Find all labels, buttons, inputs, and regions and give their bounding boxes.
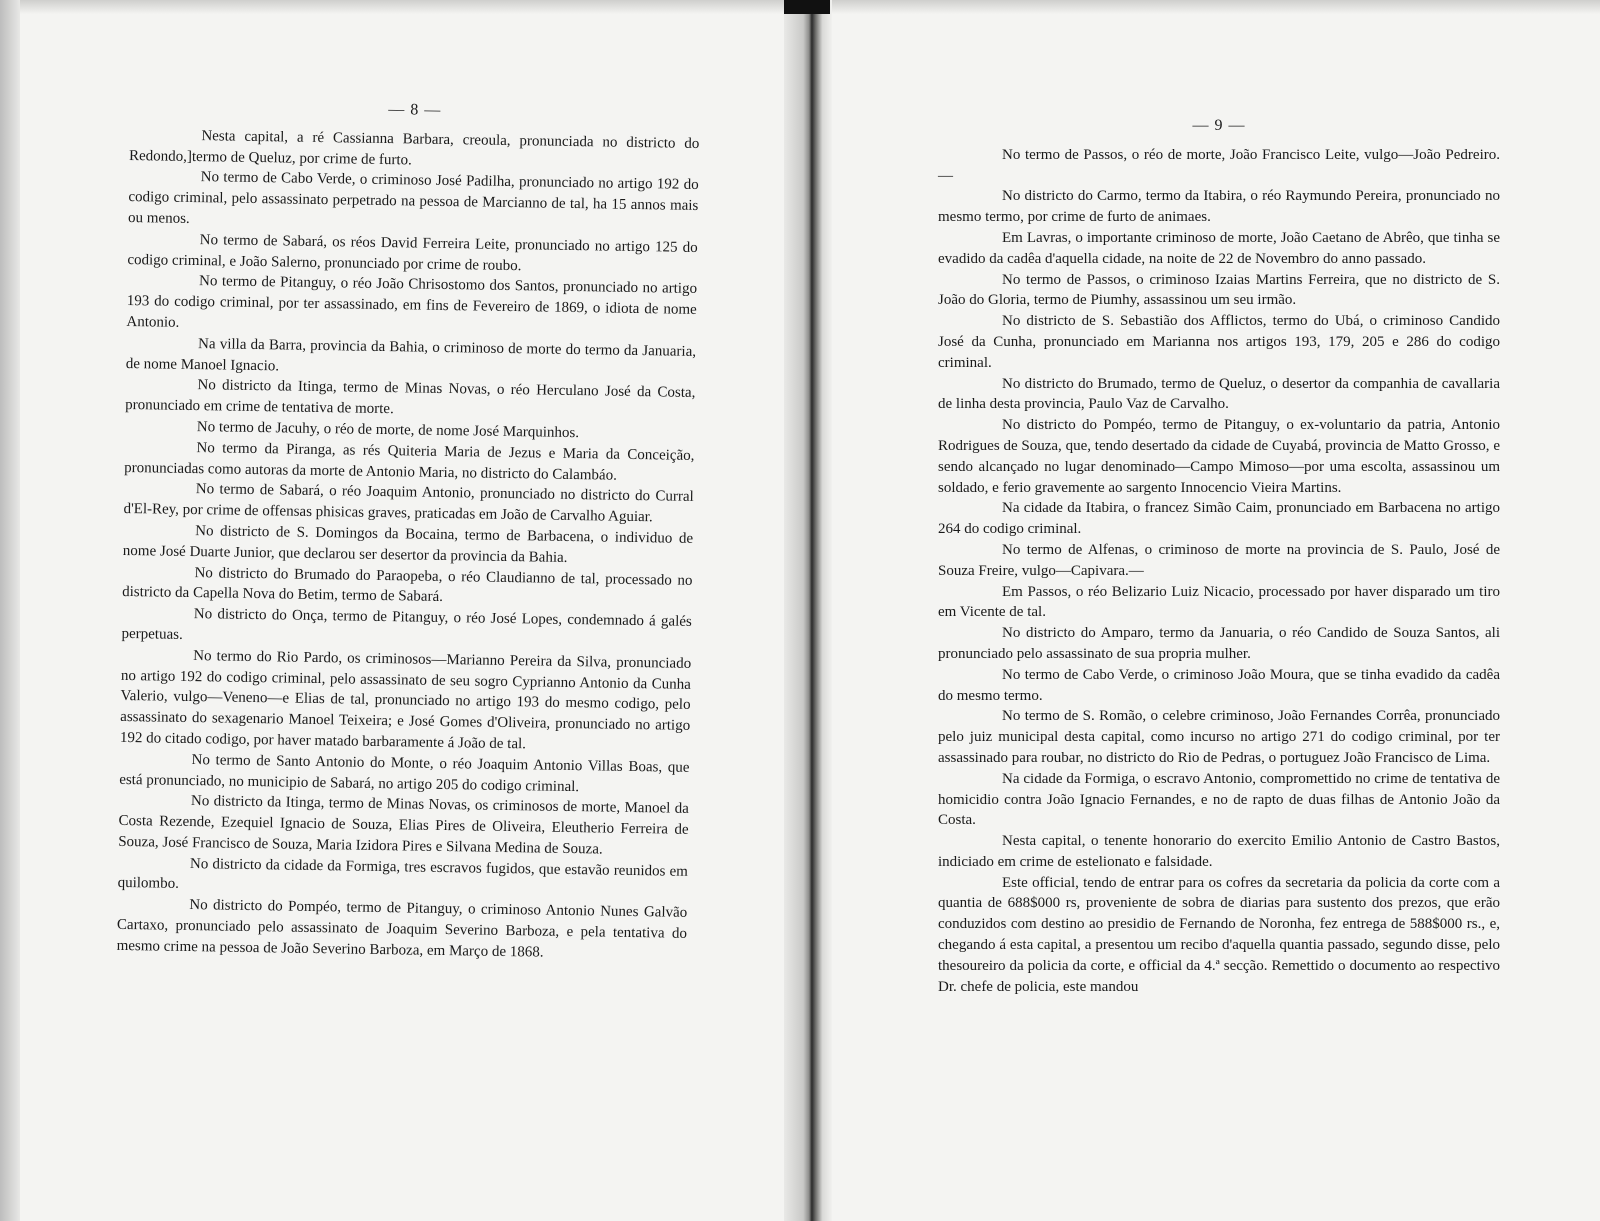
paragraph: No districto da cidade da Formiga, tres escravos fugidos, que estavão reunidos em quilombo. <box>117 855 689 893</box>
paragraph: Em Lavras, o importante criminoso de morte, João Caetano de Abrêo, que tinha se evadido da cadêa d'aquella cidade, na noite de 22 de Novembro do anno passado. <box>938 229 1500 267</box>
paragraph: No districto do Brumado do Paraopeba, o réo Claudianno de tal, processado no districto da Capella Nova do Betim, termo de Sabará. <box>122 564 693 606</box>
paragraph: Este official, tendo de entrar para os cofres da secretaria da policia da corte com a quantia de 688$000 rs, proveniente de sobra de diarias para sustento dos prezos, que erão conduzidos com destino ao presidio de Fernando de Noronha, fez entrega de 588$000 rs., e, chegando á esta capital, a presentou um recibo d'aquella quantia passado, segundo disse, pelo thesoureiro da policia da corte, e official da 4.ª secção. Remettido o documento ao respectivo Dr. chefe de policia, este mandou <box>938 874 1500 995</box>
paragraph: No districto da Itinga, termo de Minas Novas, o réo Herculano José da Costa, pronunciado em crime de tentativa de morte. <box>125 377 696 418</box>
paragraph: No termo do Rio Pardo, os criminosos—Marianno Pereira da Silva, pronunciado no artigo 192 do codigo criminal, pelo assassinato de seu sogro Cyprianno Antonio da Cunha Valerio, vulgo—Veneno—e Elias de tal, pronunciado no artigo 193 do mesmo codigo, pelo assassinato do sexagenario Manoel Teixeira; e José Gomes d'Oliveira, pronunciado no artigo 192 do citado codigo, por haver matado barbaramente á João de tal. <box>119 647 692 753</box>
paragraph: No termo de Pitanguy, o réo João Chrisostomo dos Santos, pronunciado no artigo 193 do codigo criminal, por ter assassinado, em fins de Fevereiro de 1869, o idiota de nome Antonio. <box>126 273 698 331</box>
paragraph: No termo de Sabará, os réos David Ferreira Leite, pronunciado no artigo 125 do codigo criminal, e João Salerno, pronunciado por crime de roubo. <box>127 231 698 274</box>
paragraph: Em Passos, o réo Belizario Luiz Nicacio, processado por haver disparado um tiro em Vicente de tal. <box>938 583 1500 621</box>
paragraph: No termo de Alfenas, o criminoso de morte na provincia de S. Paulo, José de Souza Freire, vulgo—Capivara.— <box>938 541 1500 579</box>
book-binding <box>784 0 830 14</box>
paragraph: No districto do Pompéo, termo de Pitanguy, o ex-voluntario da patria, Antonio Rodrigues de Souza, que, tendo desertado da cidade de Cuyabá, provincia de Matto Grosso, e sendo alcançado no lugar denominado—Campo Mimoso—por uma escolta, assassinou um soldado, e ferio gravemente ao sargento Innocencio Vieira Martins. <box>938 417 1500 496</box>
page-body <box>116 125 699 966</box>
right-page <box>938 116 1500 997</box>
book-gutter <box>784 0 832 1221</box>
paragraph: Nesta capital, a ré Cassianna Barbara, creoula, pronunciada no districto do Redondo,]termo de Queluz, por crime de furto. <box>128 127 700 169</box>
paragraph: No termo de Passos, o criminoso Izaias Martins Ferreira, que no districto de S. João do Gloria, termo de Piumhy, assassinou um seu irmão. <box>938 271 1500 309</box>
paragraph: No termo de Sabará, o réo Joaquim Antonio, pronunciado no districto do Curral d'El-Rey, por crime de offensas phisicas graves, praticadas em João de Carvalho Aguiar. <box>123 481 694 526</box>
paragraph: Na villa da Barra, provincia da Bahia, o criminoso de morte do termo da Januaria, de nome Manoel Ignacio. <box>125 335 697 374</box>
paragraph: No termo de Jacuhy, o réo de morte, de nome José Marquinhos. <box>196 419 580 442</box>
paragraph: No termo de Cabo Verde, o criminoso José Padilha, pronunciado no artigo 192 do codigo criminal, pelo assassinato perpetrado na pessoa de Marcianno de tal, ha 15 annos mais ou menos. <box>127 169 699 227</box>
paragraph: No districto do Brumado, termo de Queluz, o desertor da companhia de cavallaria de linha desta provincia, Paulo Vaz de Carvalho. <box>938 375 1500 413</box>
paragraph: No districto da Itinga, termo de Minas Novas, os criminosos de morte, Manoel da Costa Rezende, Ezequiel Ignacio de Souza, Elias Pires de Oliveira, Eleutherio Ferreira de Souza, José Francisco de Souza, Maria Izidora Pires e Silvana Medina de Souza. <box>118 793 689 858</box>
paragraph: Na cidade da Itabira, o francez Simão Caim, pronunciado em Barbacena no artigo 264 do codigo criminal. <box>938 500 1500 538</box>
page-number: — 9 — <box>1192 117 1246 134</box>
paragraph: No termo de Cabo Verde, o criminoso João Moura, que se tinha evadido da cadêa do mesmo termo. <box>938 666 1500 704</box>
page-number: — 8 — <box>388 101 442 119</box>
paragraph: No districto do Carmo, termo da Itabira, o réo Raymundo Pereira, pronunciado no mesmo termo, por crime de furto de animaes. <box>938 188 1500 226</box>
paragraph: No districto de S. Sebastião dos Afflictos, termo do Ubá, o criminoso Candido José da Cunha, pronunciado em Marianna nos artigos 193, 179, 205 e 286 do codigo criminal. <box>938 313 1500 371</box>
paragraph: No termo de Santo Antonio do Monte, o réo Joaquim Antonio Villas Boas, que está pronunciado, no municipio de Sabará, no artigo 205 do codigo criminal. <box>119 751 690 795</box>
paragraph: Nesta capital, o tenente honorario do exercito Emilio Antonio de Castro Bastos, indiciado em crime de estelionato e falsidade. <box>938 833 1500 870</box>
paragraph: No termo da Piranga, as rés Quiteria Maria de Jezus e Maria da Conceição, pronunciadas como autoras da morte de Antonio Maria, no districto do Calambáo. <box>124 439 695 484</box>
paragraph: No districto do Onça, termo de Pitanguy, o réo José Lopes, condemnado á galés perpetuas. <box>121 606 692 643</box>
left-page <box>116 96 699 966</box>
page-body <box>938 145 1500 998</box>
scan-edge-left <box>0 0 20 1221</box>
paragraph: No districto do Pompéo, termo de Pitanguy, o criminoso Antonio Nunes Galvão Cartaxo, pronunciado pelo assassinato de Joaquim Severino Barboza, e pela tentativa do mesmo crime na pessoa de João Severino Barboza, em Março de 1868. <box>116 897 688 961</box>
paragraph: No districto de S. Domingos da Bocaina, termo de Barbacena, o individuo de nome José Duarte Junior, que declarou ser desertor da provincia da Bahia. <box>122 523 694 566</box>
paragraph: No districto do Amparo, termo da Januaria, o réo Candido de Souza Santos, ali pronunciado pelo assassinato de sua propria mulher. <box>938 625 1500 662</box>
paragraph: Na cidade da Formiga, o escravo Antonio, compromettido no crime de tentativa de homicidio contra João Ignacio Fernandes, e no de rapto de duas filhas de Antonio João da Costa. <box>938 770 1500 829</box>
paragraph: No termo de S. Romão, o celebre criminoso, João Fernandes Corrêa, pronunciado pelo juiz municipal desta capital, como incurso no artigo 271 do codigo criminal, por ter assassinado para roubar, no districto do Rio de Pedras, o portuguez João Francisco de Lima. <box>938 708 1500 766</box>
paragraph: No termo de Passos, o réo de morte, João Francisco Leite, vulgo—João Pedreiro.— <box>938 146 1500 184</box>
